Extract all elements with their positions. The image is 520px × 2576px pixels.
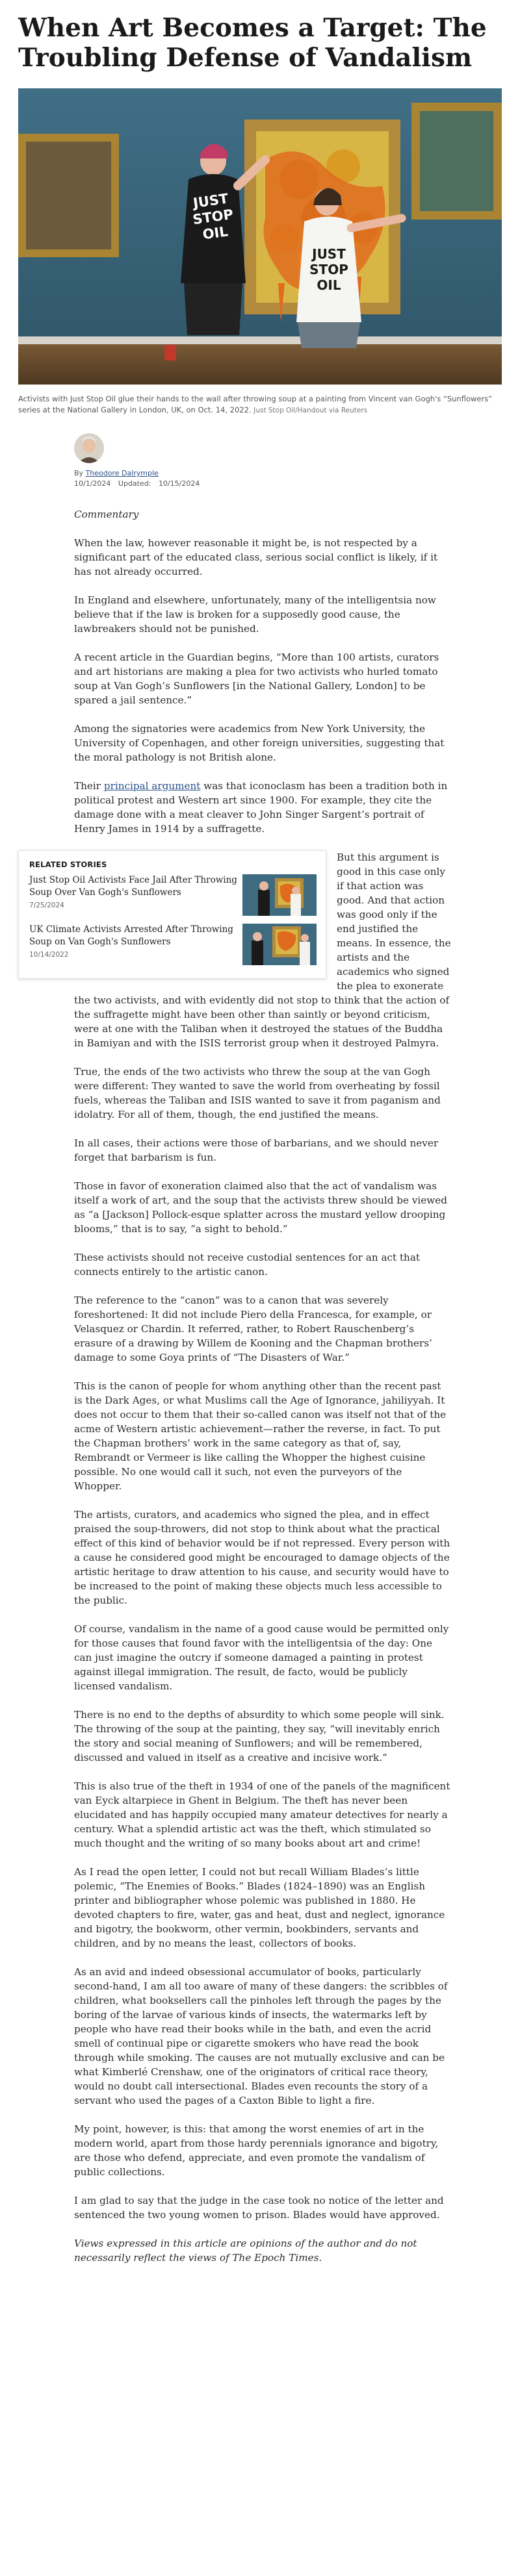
paragraph: But this argument is good in this case only if that action was good. And that action was good only if the end justified the means. In essence, the artists and the academics who signed the plea to exonerate the two activists, and with evidently did not stop to think that the action of the suffragette might have been other than saintly or beyond criticism, were at one with the Taliban when it destroyed the statues of the Buddha in Bamiyan and with the ISIS terrorist group when it destroyed Palmyra.	[74, 852, 451, 1049]
svg-text:STOP: STOP	[309, 262, 348, 277]
byline-prefix: By	[74, 469, 84, 477]
paragraph: As an avid and indeed obsessional accumulator of books, particularly second-hand, I am all too aware of many of these dangers: the scribbles of children, what booksellers call the pinholes left through the pages by the boring of the larvae of various kinds of insects, the watermarks left by people who have read their books while in the bath, and even the acrid smell of continual pipe or cigarette smokers who have read the book through while smoking. The causes are not mutually exclusive and can be what Kimberlé Crenshaw, one of the originators of critical race theory, would no doubt call intersectional. Blades even recounts the story of a servant who used the pages of a Caxton Bible to light a fire.	[74, 1966, 448, 2106]
related-story-text	[29, 874, 237, 909]
byline	[18, 433, 502, 463]
svg-text:JUST: JUST	[312, 246, 346, 262]
paragraph: There is no end to the depths of absurdity to which some people will sink. The throwing of the soup at the painting, they say, “will inevitably enrich the story and social meaning of Sunflowers; and will be remembered, discussed and valued in itself as a creative and incisive work.”	[74, 1709, 445, 1763]
paragraph: Of course, vandalism in the name of a good cause would be permitted only for those causes that found favor with the intelligentsia of the day: One can just imagine the outcry if someone damaged a painting in protest against illegal immigration. The result, de facto, would be publicly licensed vandalism.	[74, 1623, 449, 1692]
updated-label: Updated:	[118, 479, 151, 488]
author-avatar[interactable]	[74, 433, 104, 463]
paragraph	[74, 779, 451, 836]
principal-argument-link[interactable]: principal argument	[103, 780, 201, 792]
svg-text:OIL: OIL	[317, 277, 341, 293]
article-dates	[74, 479, 502, 489]
paragraph: As I read the open letter, I could not but recall William Blades’s little polemic, “The Enemies of Books.” Blades (1824–1890) was an English printer and bibliographer whose polemic was published in 1880. He devoted chapters to fire, water, gas and heat, dust and neglect, ignorance and bigotry, the bookworm, other vermin, bookbinders, servants and children, and by no means the least, collectors of books.	[74, 1866, 445, 1949]
paragraph: These activists should not receive custodial sentences for an act that connects entirely to the artistic canon.	[74, 1252, 420, 1278]
related-story-thumbnail[interactable]	[242, 924, 317, 965]
paragraph: This is also true of the theft in 1934 of one of the panels of the magnificent van Eyck altarpiece in Ghent in Belgium. The theft has never been elucidated and has happily occupied many amateur detectives for nearly a century. What a splendid artistic act was the theft, which stimulated so much thought and the writing of so many books about art and crime!	[74, 1780, 450, 1849]
related-story-title[interactable]: UK Climate Activists Arrested After Throwing Soup on Van Gogh's Sunflowers	[29, 924, 233, 947]
paragraph-text: was that iconoclasm has been a tradition both in political protest and Western art since 1900. For example, they cite the damage done with a meat cleaver to John Singer Sargent’s portrait of Henry James in 1914 by a suffragette.	[74, 780, 448, 835]
paragraph: This is the canon of people for whom anything other than the recent past is the Dark Ages, or what Muslims call the Age of Ignorance, jahiliyyah. It does not occur to them that their so-called canon was itself not that of the acme of Western artistic achievement—rather the reverse, in fact. To put the Chapman brothers’ work in the same category as that of, say, Rembrandt or Vermeer is like calling the Whopper the highest cuisine possible. No one would call it such, not even the purveyors of the Whopper.	[74, 1380, 447, 1492]
paragraph: I am glad to say that the judge in the case took no notice of the letter and sentenced the two young women to prison. Blades would have approved.	[74, 2195, 444, 2221]
opinion-disclaimer: Views expressed in this article are opinions of the author and do not necessarily reflect the views of The Epoch Times.	[74, 2238, 417, 2264]
updated-date: 10/15/2024	[158, 479, 200, 488]
svg-text:JUST: JUST	[192, 190, 229, 211]
paragraph-text: Their	[74, 780, 104, 792]
related-story-date: 7/25/2024	[29, 902, 64, 909]
related-story[interactable]	[29, 924, 317, 965]
paragraph: The artists, curators, and academics who signed the plea, and in effect praised the soup-throwers, did not stop to think about what the practical effect of this kind of behavior would be if not repressed. Every person with a cause he considered good might be encouraged to damage objects of the artistic heritage to draw attention to his cause, and security would have to be increased to the point of making these objects much less accessible to the public.	[74, 1509, 450, 1606]
hero-credit: Just Stop Oil/Handout via Reuters	[254, 407, 368, 414]
article-title: When Art Becomes a Target: The Troubling Defense of Vandalism	[18, 13, 487, 73]
hero-caption-text: Activists with Just Stop Oil glue their hands to the wall after throwing soup at a painting from Vincent van Gogh's “Sunflowers” series at the National Gallery in London, UK, on Oct. 14, 2022.	[18, 394, 493, 414]
author-link[interactable]: Theodore Dalrymple	[85, 469, 159, 477]
related-stories	[18, 850, 326, 979]
related-stories-heading: RELATED STORIES	[29, 860, 107, 869]
paragraph: Those in favor of exoneration claimed also that the act of vandalism was itself a work of art, and the soup that the activists threw should be viewed as “a [Jackson] Pollock-esque splatter across the mustard yellow drooping blooms,” that is to say, “a sight to behold.”	[74, 1180, 447, 1235]
svg-text:OIL: OIL	[202, 223, 229, 243]
paragraph: True, the ends of the two activists who threw the soup at the van Gogh were different: They wanted to save the world from overheating by fossil fuels, whereas the Taliban and ISIS wanted to save it from paganism and idolatry. For all of them, though, the end justified the means.	[74, 1066, 441, 1120]
hero-caption	[18, 394, 502, 416]
related-story-thumbnail[interactable]	[242, 874, 317, 916]
paragraph: A recent article in the Guardian begins, “More than 100 artists, curators and art historians are making a plea for two activists who hurled tomato soup at Van Gogh’s Sunflowers [in the National Gallery, London] to be spared a jail sentence.”	[74, 651, 439, 706]
hero-image	[18, 88, 502, 385]
paragraph: In England and elsewhere, unfortunately, many of the intelligentsia now believe that if the law is broken for a supposedly good cause, the lawbreakers should not be punished.	[74, 594, 436, 635]
published-date: 10/1/2024	[74, 479, 111, 488]
article-kicker: Commentary	[74, 509, 139, 520]
related-story-text	[29, 924, 237, 959]
related-story-date: 10/14/2022	[29, 951, 69, 959]
paragraph: When the law, however reasonable it might be, is not respected by a significant part of the educated class, serious social conflict is likely, if it has not already occurred.	[74, 537, 438, 577]
paragraph: Among the signatories were academics from New York University, the University of Copenhagen, and other foreign universities, suggesting that the moral pathology is not British alone.	[74, 723, 445, 763]
article-body	[29, 507, 451, 2265]
related-story[interactable]	[29, 874, 317, 916]
article-meta	[74, 468, 502, 489]
paragraph: In all cases, their actions were those of barbarians, and we should never forget that barbarism is fun.	[74, 1137, 439, 1163]
paragraph: The reference to the “canon” was to a canon that was severely foreshortened: It did not include Piero della Francesca, for example, or Velasquez or Chardin. It referred, rather, to Robert Rauschenberg’s erasure of a drawing by Willem de Kooning and the Chapman brothers’ damage to some Goya prints of “The Disasters of War.”	[74, 1294, 432, 1363]
svg-text:STOP: STOP	[192, 206, 235, 228]
paragraph: My point, however, is this: that among the worst enemies of art in the modern world, apart from those hardy perennials ignorance and bigotry, are those who defend, appreciate, and even promote the vandalism of public collections.	[74, 2123, 439, 2178]
related-story-title[interactable]: Just Stop Oil Activists Face Jail After Throwing Soup Over Van Gogh's Sunflowers	[29, 875, 237, 898]
